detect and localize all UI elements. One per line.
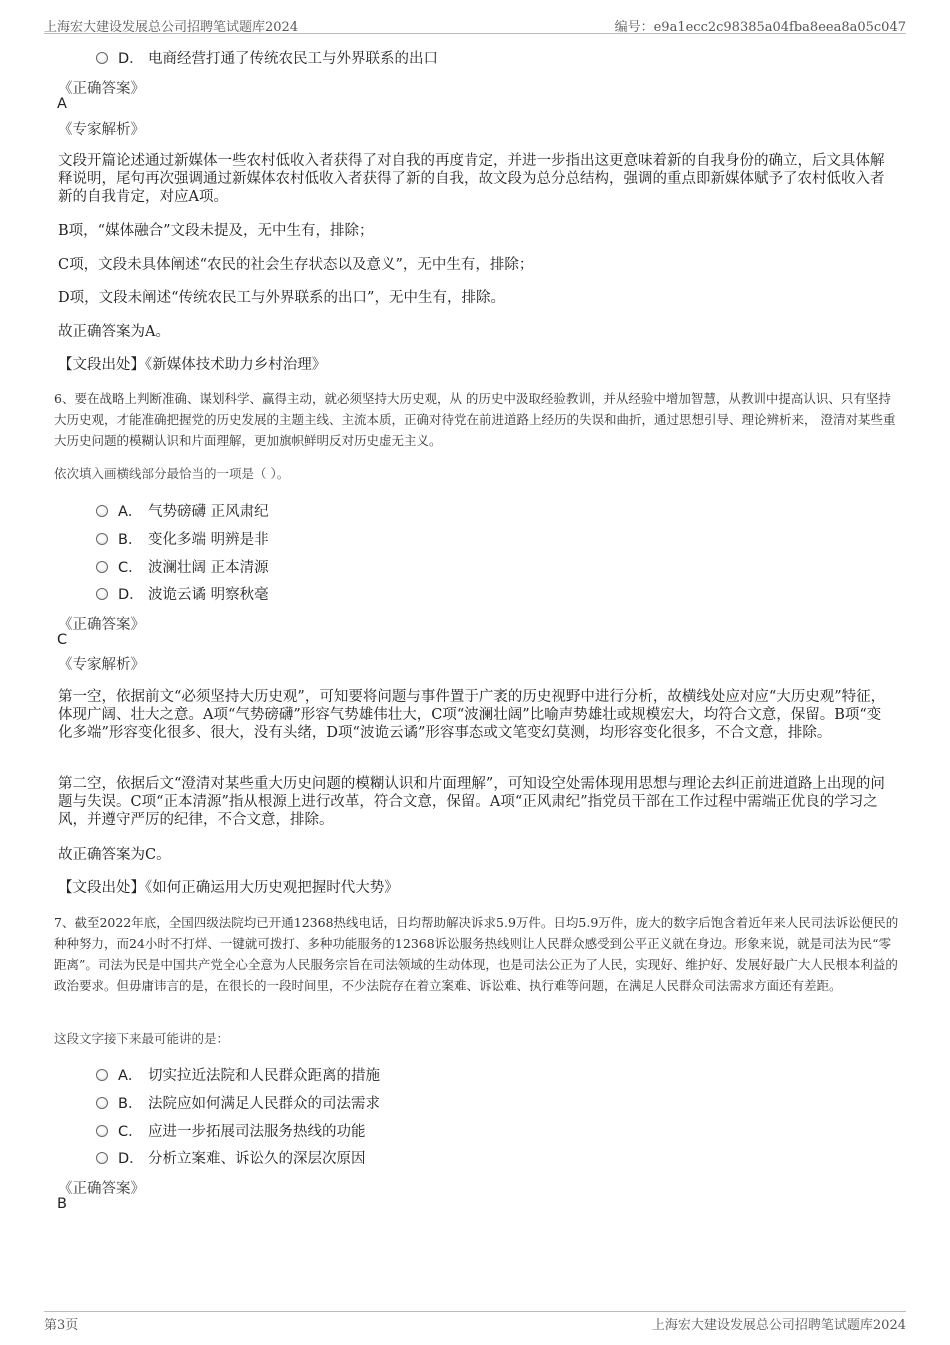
q6-analysis-p1: 第一空，依据前文“必须坚持大历史观”，可知要将问题与事件置于广袤的历史视野中进行分析，故横线处应对应“大历史观”特征，体现广阔、壮大之意。A项“气势磅礴”形容气势雄伟壮大，C项“波澜壮阔”比喻声势雄壮或规模宏大，均符合文意，保留。B项“变化多端”形容变化很多、很大，没有头绪，D项“波诡云谲”形容事态或文笔变幻莫测，均形容变化很多，不合文意，排除。	[58, 689, 886, 741]
q6-analysis-p2: 第二空，依据后文“澄清对某些重大历史问题的模糊认识和片面理解”，可知设空处需体现用思想与理论去纠正前进道路上出现的问题与失误。C项“正本清源”指从根源上进行改革，符合文意，保留。A项“正风肃纪”指党员干部在工作过程中需端正优良的学习之风，并遵守严厉的纪律，不合文意，排除。	[58, 776, 885, 828]
q5-analysis-conclusion: 故正确答案为A。	[58, 324, 170, 340]
radio-icon[interactable]	[96, 533, 108, 545]
q6-option-a[interactable]	[96, 500, 269, 521]
option-text: 气势磅礴 正风肃纪	[148, 504, 269, 520]
radio-icon[interactable]	[96, 588, 108, 600]
radio-icon[interactable]	[96, 1097, 108, 1109]
option-letter: D．	[118, 587, 144, 603]
option-letter: D．	[118, 1151, 144, 1167]
q5-analysis-p4: D项，文段未阐述“传统农民工与外界联系的出口”，无中生有，排除。	[58, 290, 505, 306]
footer-divider	[44, 1311, 906, 1312]
header-doc-id: 编号：e9a1ecc2c98385a04fba8eea8a05c047	[614, 20, 906, 35]
page-number: 第3页	[44, 1318, 79, 1333]
q6-answer-label: 《正确答案》	[58, 617, 145, 633]
q7-option-b[interactable]	[96, 1092, 380, 1113]
q5-analysis-p1: 文段开篇论述通过新媒体一些农村低收入者获得了对自我的再度肯定，并进一步指出这更意味着新的自我身份的确立，后文具体解释说明，尾句再次强调通过新媒体农村低收入者获得了新的自我，故文段为总分总结构，强调的重点即新媒体赋予了农村低收入者新的自我肯定，对应A项。	[58, 153, 885, 205]
option-text: 应进一步拓展司法服务热线的功能	[148, 1124, 366, 1140]
radio-icon[interactable]	[96, 1125, 108, 1137]
option-text: 电商经营打通了传统农民工与外界联系的出口	[148, 51, 438, 67]
option-text: 切实拉近法院和人民群众距离的措施	[148, 1068, 380, 1084]
option-text: 变化多端 明辨是非	[148, 532, 269, 548]
option-text: 分析立案难、诉讼久的深层次原因	[148, 1151, 366, 1167]
option-letter: C．	[118, 1124, 143, 1140]
q6-option-b[interactable]	[96, 528, 269, 549]
q6-analysis-conclusion: 故正确答案为C。	[58, 847, 171, 863]
q7-passage: 7、截至2022年底，全国四级法院均已开通12368热线电话，日均帮助解决诉求5.9万件。日均5.9万件，庞大的数字后饱含着近年来人民司法诉讼便民的种种努力，而24小时不打烊、一键就可拨打、多种功能服务的12368诉讼服务热线则让人民群众感受到公平正义就在身边。形象来说，就是司法为民“零距离”。司法为民是中国共产党全心全意为人民服务宗旨在司法领域的生动体现，也是司法公正为了人民，实现好、维护好、发展好最广大人民根本利益的政治要求。但毋庸讳言的是，在很长的一段时间里，不少法院存在着立案难、诉讼难、执行难等问题，在满足人民群众司法需求方面还有差距。	[54, 915, 899, 993]
radio-icon[interactable]	[96, 1069, 108, 1081]
radio-icon[interactable]	[96, 52, 108, 64]
option-letter: B．	[118, 532, 143, 548]
q6-source: 【文段出处】《如何正确运用大历史观把握时代大势》	[58, 880, 399, 896]
q7-answer-label: 《正确答案》	[58, 1181, 145, 1197]
q7-answer: B	[57, 1196, 67, 1212]
option-text: 波澜壮阔 正本清源	[148, 560, 269, 576]
q6-option-c[interactable]	[96, 556, 269, 577]
q6-option-d[interactable]	[96, 583, 269, 604]
footer-title: 上海宏大建设发展总公司招聘笔试题库2024	[651, 1318, 906, 1333]
q5-answer-label: 《正确答案》	[58, 81, 145, 97]
header-divider	[44, 33, 906, 34]
option-text: 法院应如何满足人民群众的司法需求	[148, 1096, 380, 1112]
option-letter: B．	[118, 1096, 143, 1112]
q7-option-c[interactable]	[96, 1120, 366, 1141]
option-letter: A．	[118, 1068, 143, 1084]
option-letter: C．	[118, 560, 143, 576]
q6-passage: 6、要在战略上判断准确、谋划科学、赢得主动，就必须坚持大历史观，从 的历史中汲取经验教训，并从经验中增加智慧，从教训中提高认识、只有坚持大历史观，才能准确把握党的历史发展的主题主线、主流本质，正确对待党在前进道路上经历的失误和曲折，通过思想引导、理论辨析来， 澄清对某些重大历史问题的模糊认识和片面理解，更加旗帜鲜明反对历史虚无主义。	[54, 391, 896, 448]
radio-icon[interactable]	[96, 561, 108, 573]
option-letter: D．	[118, 51, 144, 67]
q5-analysis-p2: B项，“媒体融合”文段未提及，无中生有，排除；	[58, 223, 374, 239]
q6-analysis-label: 《专家解析》	[58, 657, 145, 673]
q5-answer: A	[57, 96, 67, 112]
option-letter: A．	[118, 504, 143, 520]
option-text: 波诡云谲 明察秋毫	[148, 587, 269, 603]
q5-source: 【文段出处】《新媒体技术助力乡村治理》	[58, 357, 327, 373]
q7-option-d[interactable]	[96, 1147, 366, 1168]
q5-analysis-label: 《专家解析》	[58, 122, 145, 138]
q5-option-d[interactable]	[96, 47, 438, 68]
radio-icon[interactable]	[96, 505, 108, 517]
q5-analysis-p3: C项，文段未具体阐述“农民的社会生存状态以及意义”，无中生有，排除；	[58, 257, 534, 273]
radio-icon[interactable]	[96, 1152, 108, 1164]
q6-answer: C	[57, 632, 68, 648]
header-title: 上海宏大建设发展总公司招聘笔试题库2024	[44, 20, 299, 35]
q7-option-a[interactable]	[96, 1064, 380, 1085]
q7-stem: 这段文字接下来最可能讲的是：	[54, 1031, 230, 1046]
q6-stem: 依次填入画横线部分最恰当的一项是（ ）。	[54, 466, 290, 481]
